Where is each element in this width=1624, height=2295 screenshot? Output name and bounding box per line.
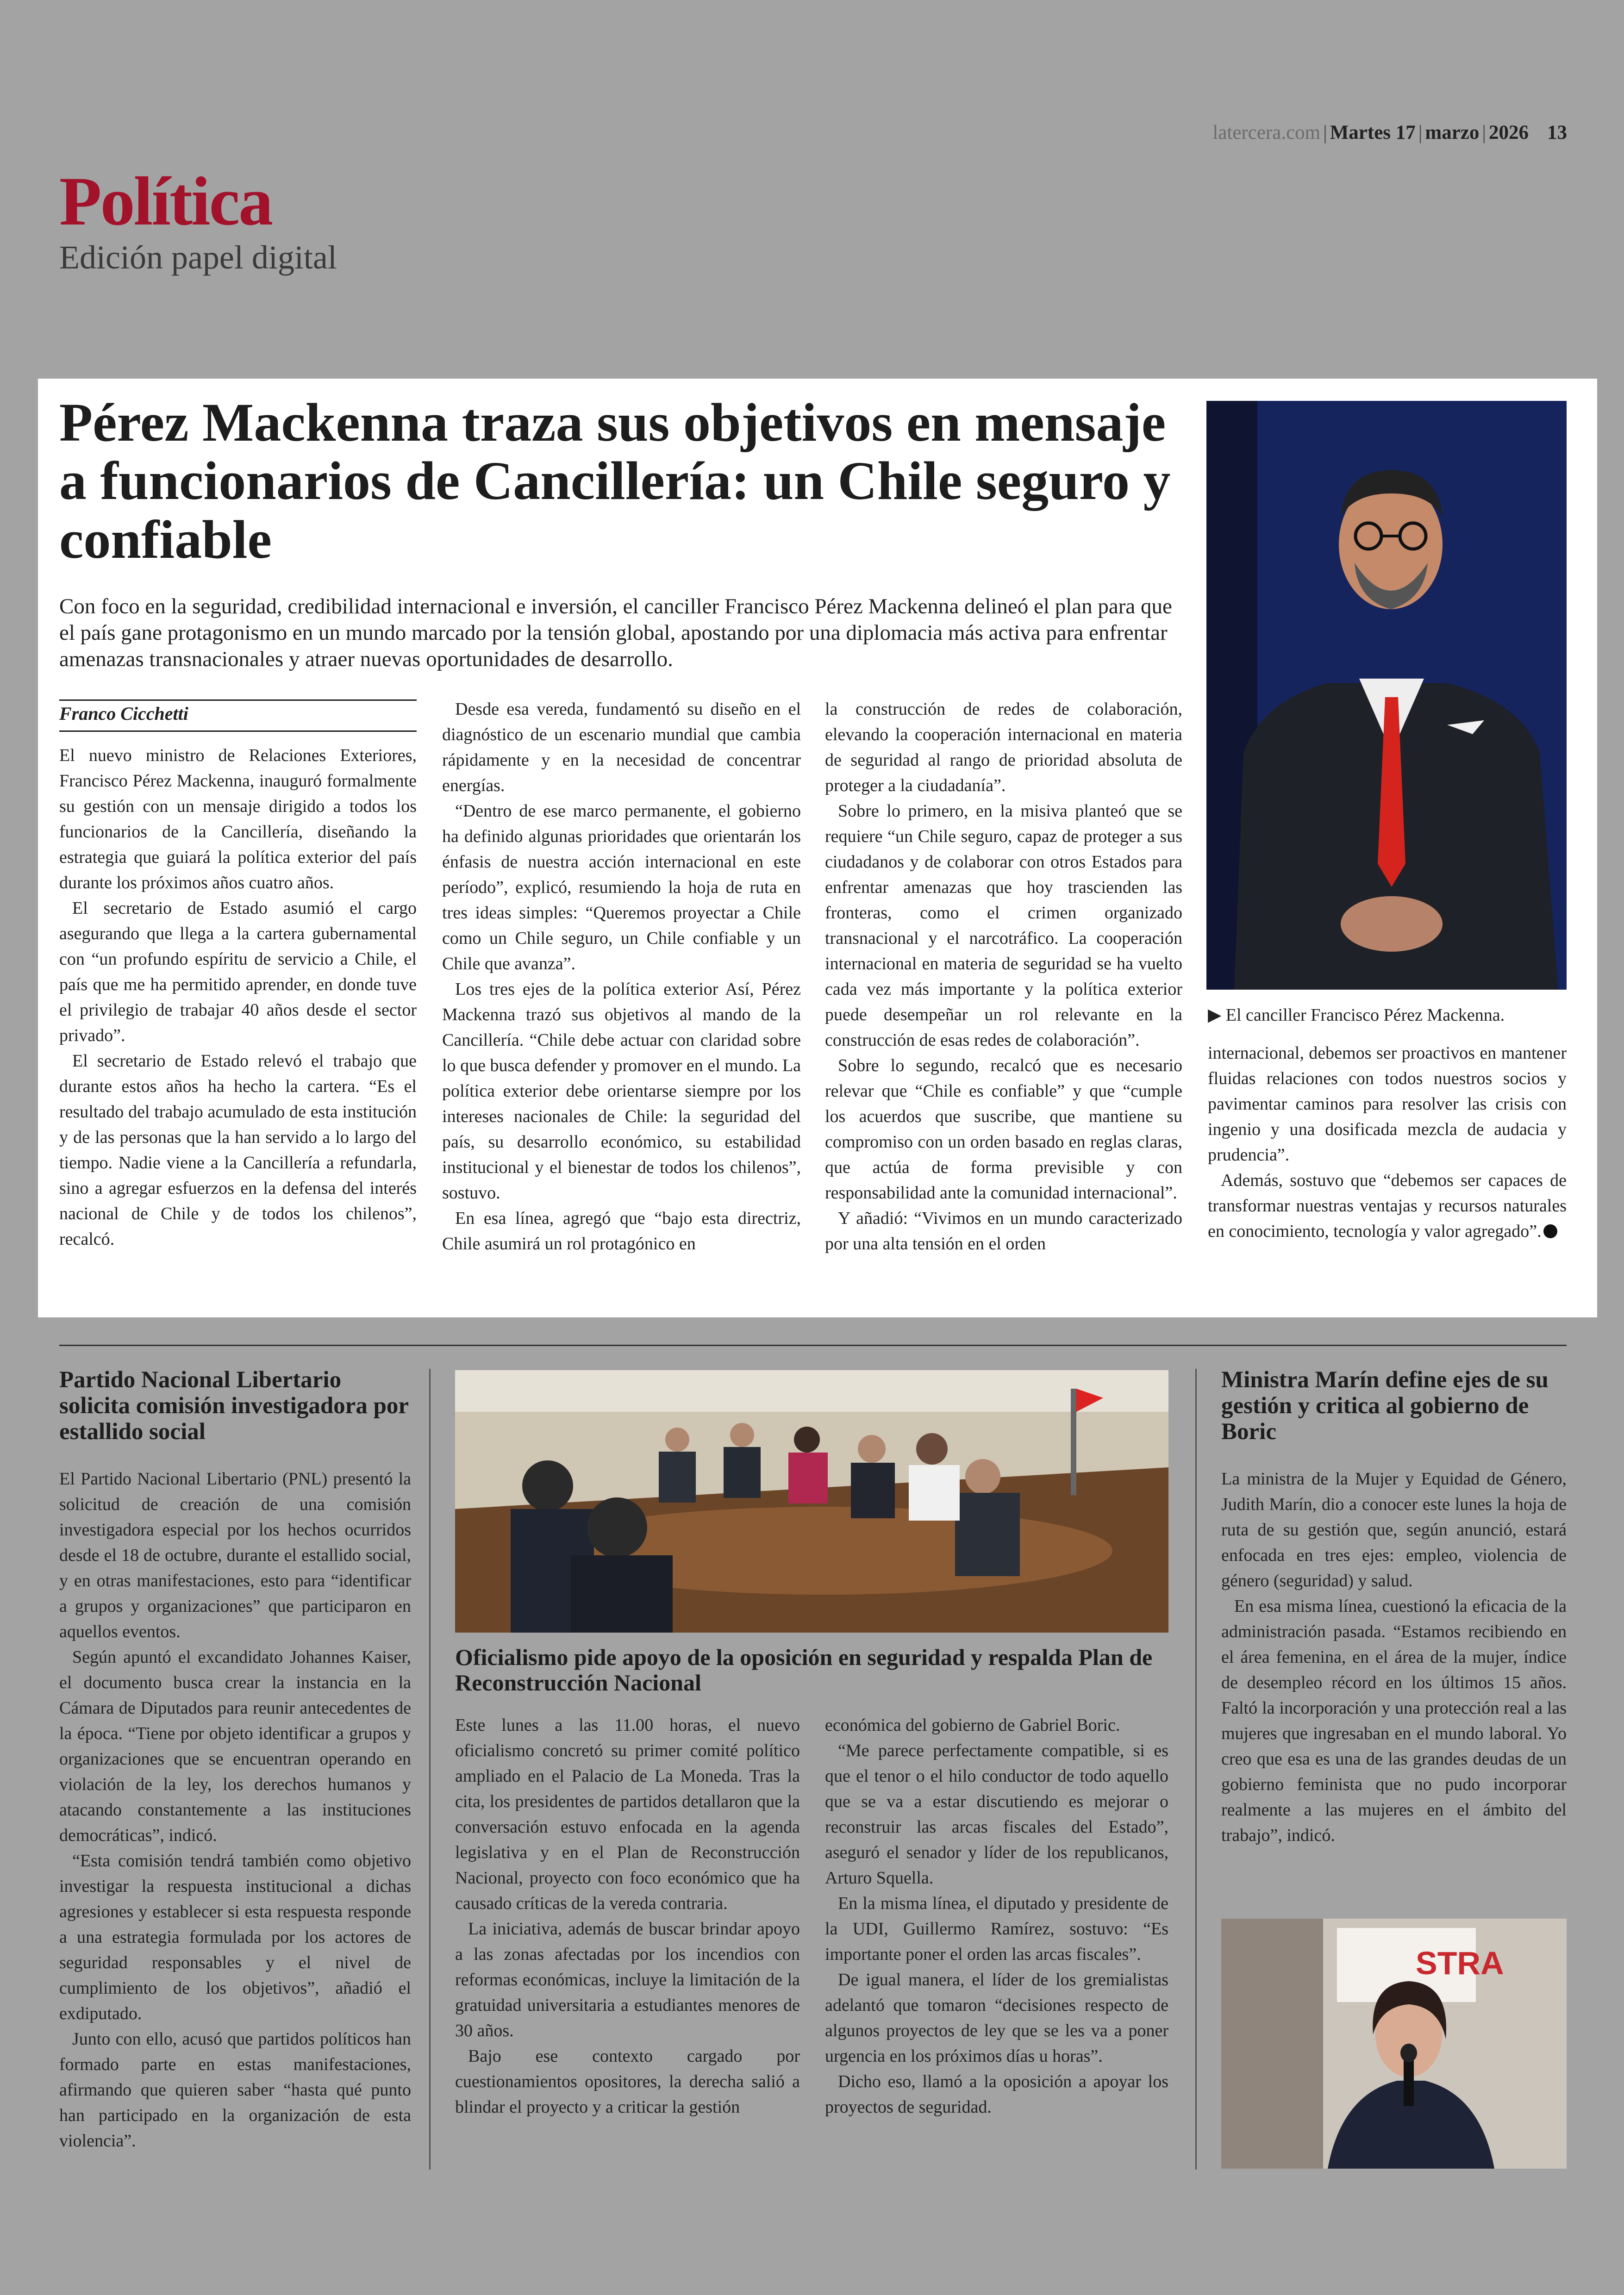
paragraph: La iniciativa, además de buscar brindar apoyo a las zonas afectadas por los incendios con reformas económicas, incluye la limitación de la gratuidad universitaria a estudiantes menores de 30 años. — [455, 1919, 800, 2040]
photo-ministra-marin — [1221, 1919, 1567, 2169]
meeting-illustration — [455, 1370, 1168, 1633]
main-column-2 — [442, 697, 801, 1257]
paragraph: “Esta comisión tendrá también como objetivo investigar la respuesta institucional a dichas agresiones y establecer si esta respuesta responde a una estrategia formulada por los actores de seguridad responsables y el nivel de cumplimiento de los objetivos”, añadió el exdiputado. — [59, 1851, 411, 2023]
section-title: Política — [59, 163, 272, 240]
paragraph: Y añadió: “Vivimos en un mundo caracterizado por una alta tensión en el orden — [825, 1209, 1182, 1254]
photo-canciller — [1206, 401, 1567, 990]
sign-text: STRA — [1416, 1945, 1504, 1981]
paragraph: Junto con ello, acusó que partidos políticos han formado parte en estas manifestaciones, afirmando que quieren saber “hasta qué punto han participado en la organización de esta violencia”. — [59, 2029, 411, 2151]
paragraph: De igual manera, el líder de los gremialistas adelantó que tomaron “decisiones respecto de algunos proyectos de ley que se les va a poner urgencia en los próximos días u horas”. — [825, 1970, 1168, 2066]
paragraph: económica del gobierno de Gabriel Boric. — [825, 1715, 1120, 1735]
paragraph: En la misma línea, el diputado y presidente de la UDI, Guillermo Ramírez, sostuvo: “Es importante poner el orden las arcas fiscales”. — [825, 1894, 1168, 1964]
paragraph: Sobre lo segundo, recalcó que es necesario relevar que “Chile es confiable” y que “cumple los acuerdos que suscribe, que mantiene su compromiso con un orden basado en reglas claras, que actúa de forma previsible y con responsabilidad ante la comunidad internacional”. — [825, 1056, 1182, 1203]
paragraph: internacional, debemos ser proactivos en mantener fluidas relaciones con todos nuestros socios y pavimentar caminos para resolver las crisis con ingenio y una dosificada mezcla de audacia y prudencia”. — [1208, 1043, 1567, 1165]
byline-rule-bottom — [59, 730, 417, 732]
paragraph: Además, sostuvo que “debemos ser capaces de transformar nuestras ventajas y recursos naturales en conocimiento, tecnología y valor agregado”. — [1208, 1171, 1567, 1241]
paragraph: Dicho eso, llamó a la oposición a apoyar los proyectos de seguridad. — [825, 2072, 1168, 2117]
byline-rule-top — [59, 699, 417, 701]
paragraph: la construcción de redes de colaboración, elevando la cooperación internacional en materia de seguridad al rango de prioridad absoluta de proteger a la ciudadanía”. — [825, 699, 1182, 795]
paragraph: Desde esa vereda, fundamentó su diseño en el diagnóstico de un escenario mundial que cambia rápidamente y en la necesidad de concentrar energías. — [442, 699, 801, 795]
photo-caption: ▶ El canciller Francisco Pérez Mackenna. — [1208, 1005, 1505, 1025]
portrait-illustration — [1206, 401, 1567, 990]
page-number: 13 — [1547, 122, 1567, 143]
paragraph: El secretario de Estado asumió el cargo asegurando que llega a la cartera gubernamental con “un profundo espíritu de servicio a Chile, el país que me ha permitido aprender, en donde tuve el privilegio de trabajar 40 años desde el sector privado”. — [59, 898, 417, 1045]
site-name: latercera.com — [1212, 122, 1321, 143]
paragraph: Los tres ejes de la política exterior Así, Pérez Mackenna trazó sus objetivos al mando de la Cancillería. “Chile debe actuar con claridad sobre lo que busca defender y promover en el mundo. La política exterior debe orientarse siempre por los intereses nacionales de Chile: la seguridad del país, su desarrollo económico, su estabilidad institucional y el bienestar de todos los chilenos”, sostuvo. — [442, 979, 801, 1203]
column-divider-right — [1195, 1369, 1197, 2170]
paragraph: En esa línea, agregó que “bajo esta directriz, Chile asumirá un rol protagónico en — [442, 1209, 801, 1254]
main-headline: Pérez Mackenna traza sus objetivos en mensaje a funcionarios de Cancillería: un Chile seguro y confiable — [59, 392, 1171, 570]
portrait-illustration — [1221, 1919, 1567, 2169]
paragraph: Sobre lo primero, en la misiva planteó que se requiere “un Chile seguro, capaz de proteger a sus ciudadanos y de colaborar con otros Estados para enfrentar amenazas que hoy trascienden las fronteras, como el crimen organizado transnacional y el narcotráfico. La cooperación internacional en materia de seguridad se ha vuelto cada vez más importante y la política exterior puede desempeñar un rol relevante en la construcción de esas redes de colaboración”. — [825, 801, 1182, 1050]
right-article-headline: Ministra Marín define ejes de su gestión y critica al gobierno de Boric — [1221, 1367, 1549, 1445]
paragraph: Este lunes a las 11.00 horas, el nuevo oficialismo concretó su primer comité político ampliado en el Palacio de La Moneda. Tras la cita, los presidentes de partidos detallaron que la conversación estuvo enfocada en la agenda legislativa y en el Plan de Reconstrucción Nacional, proyecto con foco económico que ha causado críticas de la vereda contraria. — [455, 1715, 800, 1913]
date-year: 2026 — [1489, 122, 1529, 143]
date-day: Martes 17 — [1330, 122, 1416, 143]
paragraph: El nuevo ministro de Relaciones Exteriores, Francisco Pérez Mackenna, inauguró formalmente su gestión con un mensaje dirigido a todos los funcionarios de la Cancillería, diseñando la estrategia que guiará la política exterior del país durante los próximos años cuatro años. — [59, 746, 417, 892]
column-divider-left — [429, 1369, 431, 2170]
main-lede: Con foco en la seguridad, credibilidad internacional e inversión, el canciller Francisco Pérez Mackenna delineó el plan para que el país gane protagonismo en un mundo marcado por la tensión global, apostando por una diplomacia más activa para enfrentar amenazas transnacionales y atraer nuevas oportunidades de desarrollo. — [59, 594, 1172, 671]
byline: Franco Cicchetti — [59, 703, 188, 724]
paragraph: El secretario de Estado relevó el trabajo que durante estos años ha hecho la cartera. “Es el resultado del trabajo acumulado de esta institución y de las personas que la han servido a lo largo del tiempo. Nadie viene a la Cancillería a refundarla, sino a agregar esfuerzos en la defensa del interés nacional de Chile y de todos los chilenos”, recalcó. — [59, 1051, 417, 1249]
left-article-body — [59, 1466, 411, 2154]
paragraph: Bajo ese contexto cargado por cuestionamientos opositores, la derecha salió a blindar el proyecto y a criticar la gestión — [455, 2046, 800, 2117]
paragraph: El Partido Nacional Libertario (PNL) presentó la solicitud de creación de una comisión investigadora especial por los hechos ocurridos desde el 18 de octubre, durante el estallido social, y en otras manifestaciones, esto para “identificar a grupos y organizaciones” que participaron en aquellos eventos. — [59, 1469, 411, 1641]
page-folio: latercera.com | Martes 17 | marzo | 2026 13 — [1212, 122, 1567, 143]
paragraph: “Me parece perfectamente compatible, si es que el tenor o el hilo conductor de todo aquello que se va a estar discutiendo es mejorar o reconstruir las arcas fiscales del Estado”, aseguró el senador y líder de los republicanos, Arturo Squella. — [825, 1741, 1168, 1888]
right-article-body — [1221, 1466, 1567, 1848]
paragraph: En esa misma línea, cuestionó la eficacia de la administración pasada. “Estamos recibiendo en el área femenina, en el área de la mujer, índice de desempleo récord en los últimos 15 años. Faltó la incorporación y una protección real a las mujeres que ingresaban en el mundo laboral. Yo creo que esa es una de las grandes deudas de un gobierno feminista que no pudo incorporar realmente a las mujeres en el ámbito del trabajo”, indicó. — [1221, 1597, 1567, 1845]
photo-political-committee — [455, 1370, 1168, 1633]
center-column-2 — [825, 1713, 1168, 2120]
paragraph: Según apuntó el excandidato Johannes Kaiser, el documento busca crear la instancia en la Cámara de Diputados para reunir antecedentes de la época. “Tiene por objeto identificar a grupos y organizaciones que se encuentran operando en violación de la ley, los derechos humanos y atacando constantemente a las instituciones democráticas”, indicó. — [59, 1647, 411, 1845]
main-column-1 — [59, 743, 417, 1252]
main-column-4 — [1208, 1041, 1567, 1244]
section-divider — [59, 1345, 1567, 1346]
center-article-headline: Oficialismo pide apoyo de la oposición en seguridad y respalda Plan de Reconstrucción Nacional — [455, 1644, 1153, 1696]
end-mark-icon — [1543, 1224, 1557, 1238]
left-article-headline: Partido Nacional Libertario solicita comisión investigadora por estallido social — [59, 1367, 409, 1445]
caption-arrow-icon: ▶ — [1208, 1005, 1226, 1025]
date-month: marzo — [1425, 122, 1480, 143]
paragraph: “Dentro de ese marco permanente, el gobierno ha definido algunas prioridades que orientarán los énfasis de nuestra acción internacional en este período”, explicó, resumiendo la hoja de ruta en tres ideas simples: “Queremos proyectar a Chile como un Chile seguro, un Chile confiable y un Chile que avanza”. — [442, 801, 801, 973]
center-column-1 — [455, 1713, 800, 2120]
section-subtitle: Edición papel digital — [59, 239, 337, 276]
paragraph: La ministra de la Mujer y Equidad de Género, Judith Marín, dio a conocer este lunes la hoja de ruta de su gestión que, según anunció, estará enfocada en tres ejes: empleo, violencia de género (seguridad) y salud. — [1221, 1469, 1567, 1590]
main-column-3 — [825, 697, 1182, 1257]
